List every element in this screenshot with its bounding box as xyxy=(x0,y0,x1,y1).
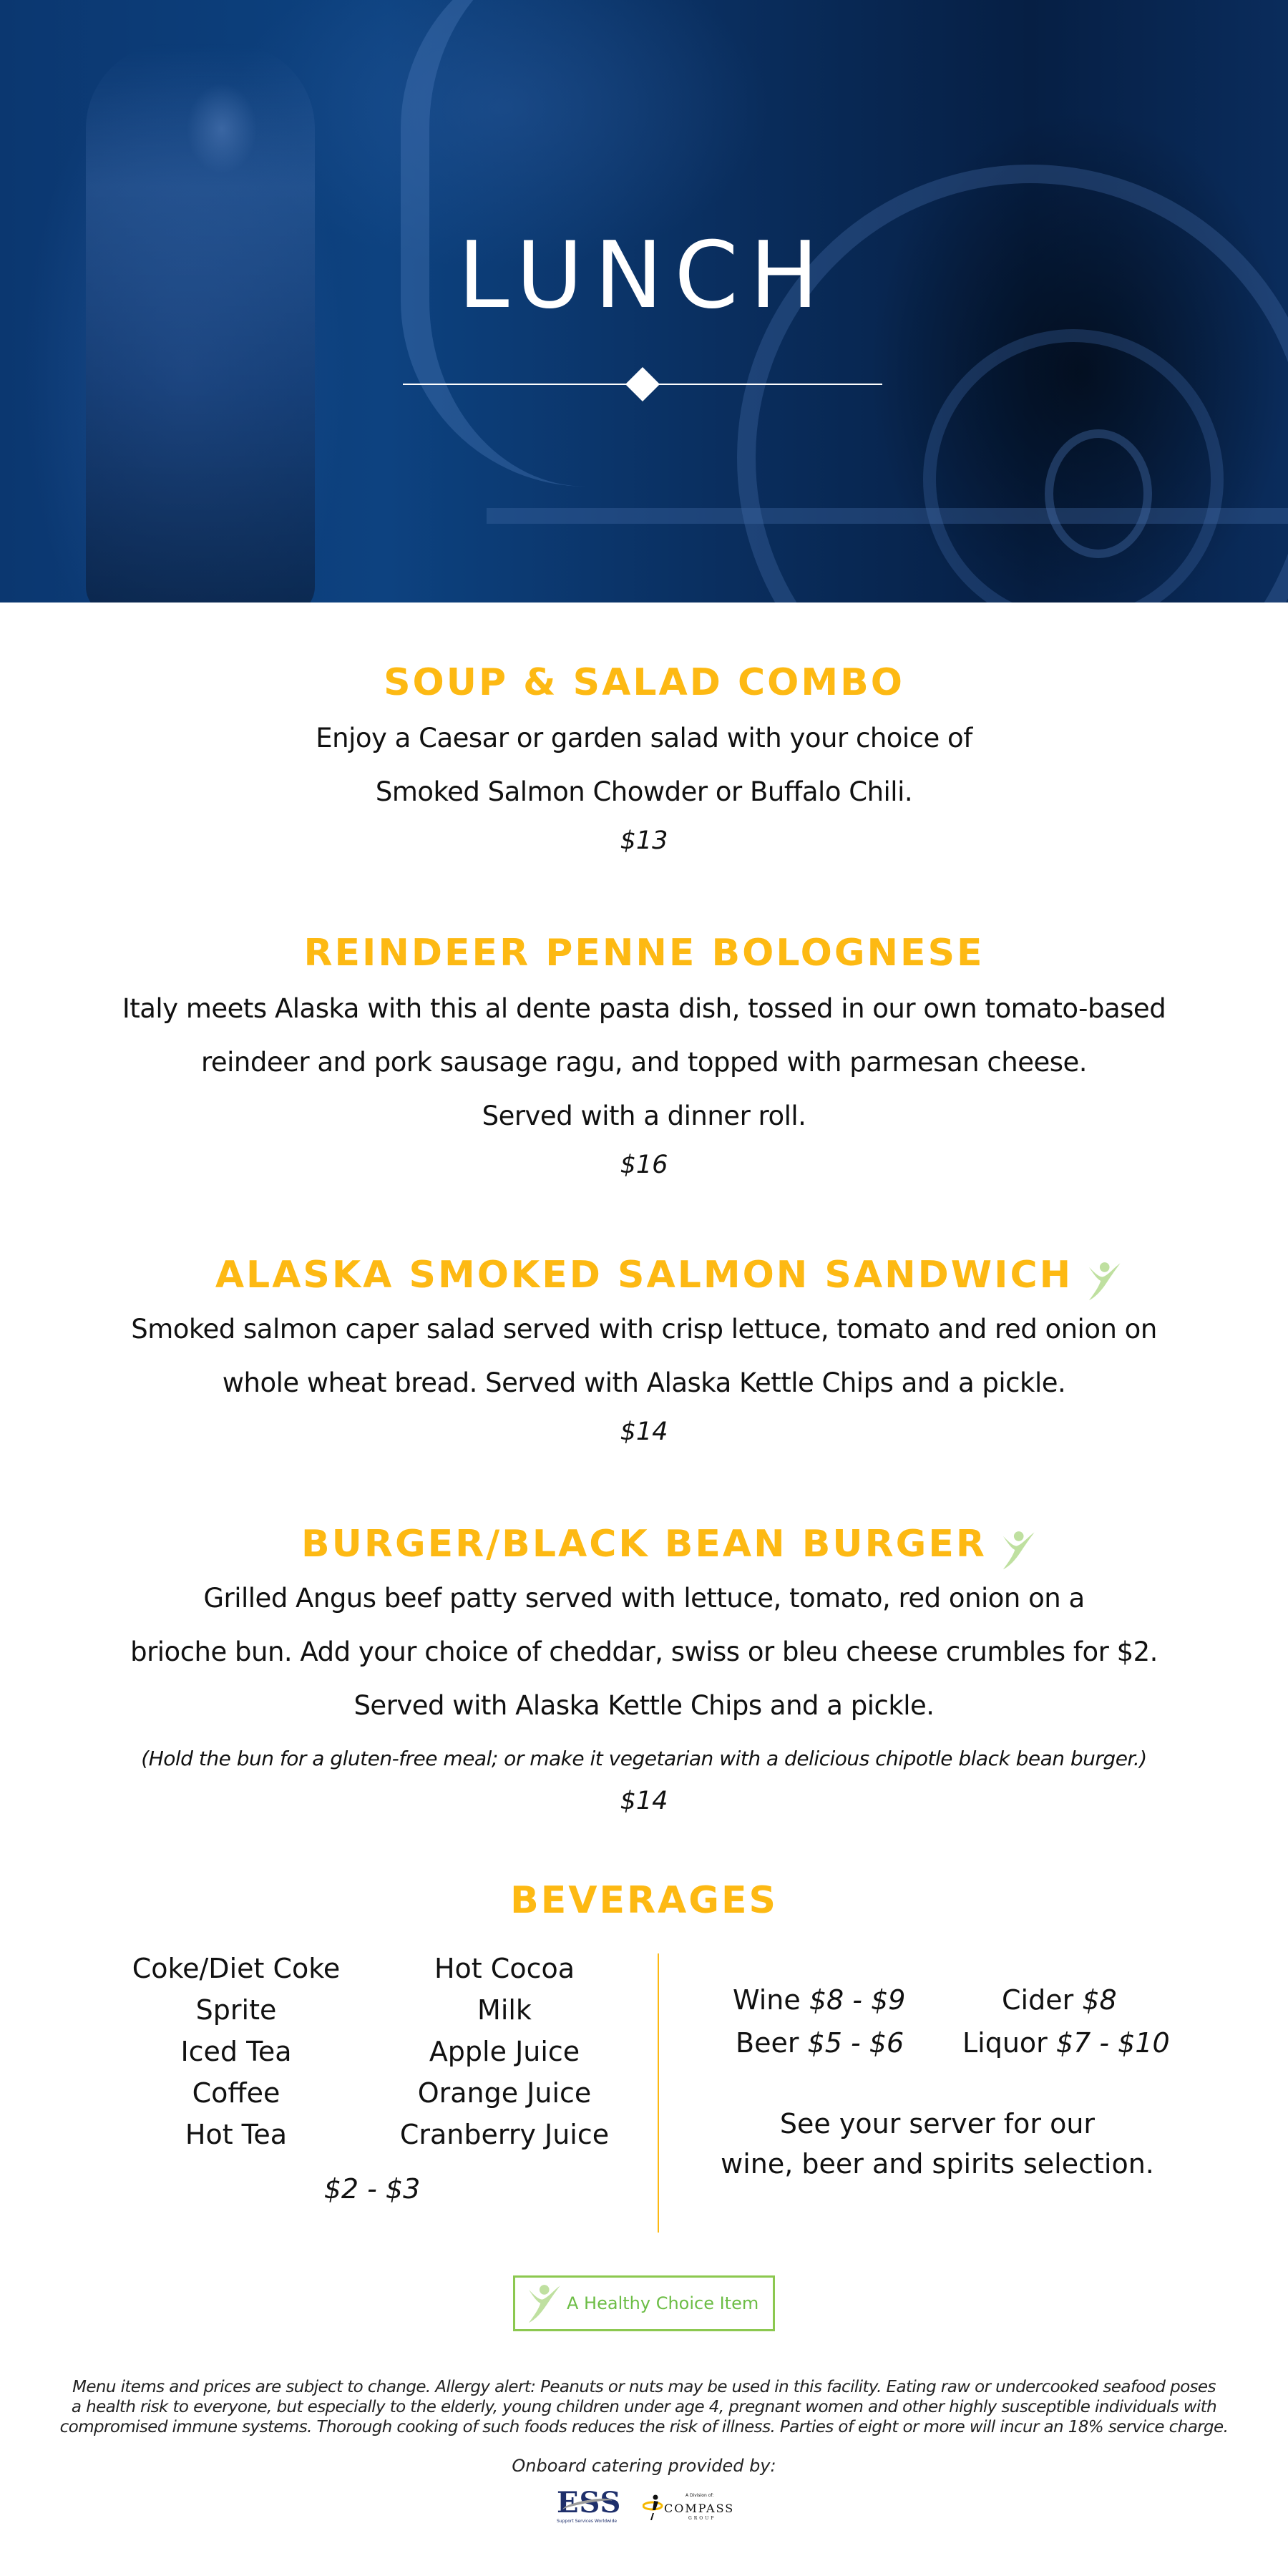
beverage-item: Hot Cocoa xyxy=(434,1953,575,1984)
alcohol-price: $7 - $10 xyxy=(1055,2027,1170,2059)
beverages-heading: BEVERAGES xyxy=(510,1879,778,1922)
description-line: whole wheat bread. Served with Alaska Kettle Chips and a pickle. xyxy=(222,1367,1066,1398)
alcohol-name: Beer xyxy=(736,2027,799,2059)
menu-item-price: $14 xyxy=(620,1787,668,1815)
server-note xyxy=(687,2104,1188,2184)
compass-figure-icon xyxy=(643,2494,667,2523)
beverage-item: Orange Juice xyxy=(417,2077,592,2109)
menu-item-title-text: ALASKA SMOKED SALMON SANDWICH xyxy=(215,1254,1073,1297)
beverages-heading-wrap xyxy=(0,1879,1288,1922)
beverage-item: Coke/Diet Coke xyxy=(132,1953,341,1984)
menu-item-note: (Hold the bun for a gluten-free meal; or make it vegetarian with a delicious chipotle black bean burger.) xyxy=(141,1747,1147,1770)
menu-item-title: SOUP & SALAD COMBO xyxy=(384,661,904,704)
ess-logo-letters: ESS xyxy=(557,2486,622,2519)
healthy-figure-icon xyxy=(522,2282,562,2325)
beverage-item: Iced Tea xyxy=(180,2036,292,2067)
beverage-item: Cranberry Juice xyxy=(399,2119,610,2150)
alcohol-name: Cider xyxy=(1002,1984,1074,2016)
description-line: Smoked Salmon Chowder or Buffalo Chili. xyxy=(375,776,913,807)
ess-tagline: Support Services Worldwide xyxy=(557,2519,618,2524)
alcohol-name: Liquor xyxy=(962,2027,1048,2059)
alcohol-price: $8 - $9 xyxy=(809,1984,906,2016)
menu-item-price: $14 xyxy=(620,1418,668,1446)
compass-division-label: A Division of: xyxy=(686,2493,714,2498)
healthy-choice-icon xyxy=(997,1528,1037,1571)
description-line: Italy meets Alaska with this al dente pasta dish, tossed in our own tomato-based xyxy=(122,993,1166,1024)
menu-item-burger xyxy=(0,1523,1288,1815)
alcohol-name: Wine xyxy=(733,1984,801,2016)
beverage-price: $2 - $3 xyxy=(323,2173,421,2205)
compass-logo xyxy=(643,2490,736,2526)
menu-item-price: $16 xyxy=(620,1151,668,1179)
menu-item-description xyxy=(0,711,1288,819)
description-line: reindeer and pork sausage ragu, and topped with parmesan cheese. xyxy=(200,1047,1088,1078)
menu-item-description xyxy=(0,982,1288,1143)
menu-item-salmon-sandwich xyxy=(0,1254,1288,1446)
beverage-list-column-1 xyxy=(107,1948,365,2155)
hero-photo-worker xyxy=(86,43,315,602)
menu-item-reindeer-penne xyxy=(0,932,1288,1179)
compass-group: GROUP xyxy=(688,2516,716,2521)
description-line: Smoked salmon caper salad served with crisp lettuce, tomato and red onion on xyxy=(131,1314,1157,1345)
healthy-choice-legend xyxy=(513,2275,775,2331)
menu-item-title: REINDEER PENNE BOLOGNESE xyxy=(303,932,985,975)
description-line: Grilled Angus beef patty served with lettuce, tomato, red onion on a xyxy=(203,1583,1085,1614)
compass-name: COMPASS xyxy=(664,2502,735,2515)
description-line: brioche bun. Add your choice of cheddar, swiss or bleu cheese crumbles for $2. xyxy=(130,1636,1158,1667)
server-note-line: See your server for our xyxy=(779,2108,1096,2140)
description-line: Enjoy a Caesar or garden salad with your choice of xyxy=(316,723,972,753)
menu-item-title xyxy=(215,1254,1073,1297)
beverages-divider xyxy=(658,1953,659,2233)
alcohol-item-beer xyxy=(736,2029,904,2057)
beverage-item: Coffee xyxy=(192,2077,280,2109)
menu-item-title-text: BURGER/BLACK BEAN BURGER xyxy=(301,1523,987,1566)
description-line: Served with Alaska Kettle Chips and a pickle. xyxy=(353,1690,935,1721)
disclaimer-line: Menu items and prices are subject to change. Allergy alert: Peanuts or nuts may be used in this facility. Eating raw or undercooked seafood poses xyxy=(72,2378,1216,2396)
server-note-line: wine, beer and spirits selection. xyxy=(721,2148,1154,2180)
alcohol-item-cider xyxy=(1002,1986,1117,2014)
healthy-choice-label: A Healthy Choice Item xyxy=(567,2293,759,2313)
description-line: Served with a dinner roll. xyxy=(482,1101,806,1131)
alcohol-item-liquor xyxy=(962,2029,1170,2057)
hero-banner xyxy=(0,0,1288,602)
menu-item-price: $13 xyxy=(620,826,668,855)
disclaimer-line: compromised immune systems. Thorough cooking of such foods reduces the risk of illness. Parties of eight or more will incur an 18% service charge. xyxy=(59,2418,1229,2436)
ess-logo xyxy=(557,2486,622,2524)
disclaimer-line: a health risk to everyone, but especially to the elderly, young children under age 4, pregnant women and other highly susceptible individuals with xyxy=(71,2398,1217,2416)
hero-photo-number-plate xyxy=(1045,429,1152,558)
alcohol-item-wine xyxy=(733,1986,905,2014)
healthy-choice-icon xyxy=(1083,1259,1123,1302)
menu-item-description xyxy=(0,1571,1288,1732)
beverage-list-column-2 xyxy=(372,1948,637,2155)
beverage-item: Milk xyxy=(477,1994,532,2026)
alcohol-price: $8 xyxy=(1082,1984,1117,2016)
hero-photo-rail xyxy=(487,508,1288,524)
beverage-item: Hot Tea xyxy=(185,2119,288,2150)
menu-item-soup-salad xyxy=(0,661,1288,855)
page-title: LUNCH xyxy=(458,223,830,329)
catering-label: Onboard catering provided by: xyxy=(512,2456,776,2476)
beverage-item: Sprite xyxy=(195,1994,277,2026)
alcohol-price: $5 - $6 xyxy=(807,2027,904,2059)
menu-item-description xyxy=(0,1302,1288,1410)
disclaimer xyxy=(43,2377,1245,2437)
beverage-item: Apple Juice xyxy=(429,2036,580,2067)
menu-item-title xyxy=(301,1523,987,1566)
